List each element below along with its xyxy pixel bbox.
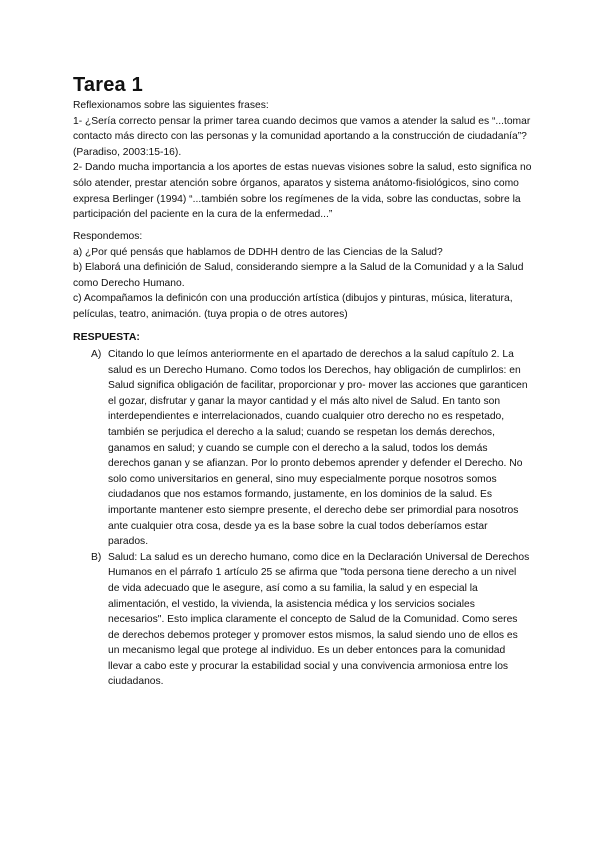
- answer-item-b: [91, 550, 530, 690]
- intro-question-1: 1- ¿Sería correcto pensar la primer tarea cuando decimos que vamos a atender la salud es “...tomar contacto más directo con las personas y la comunidad aportando a la construcción de ciudadanía”? (Paradiso, 2003:15-16).: [73, 115, 531, 158]
- answer-text: Citando lo que leímos anteriormente en el apartado de derechos a la salud capítulo 2. La salud es un Derecho Humano. Como todos los Derechos, hay obligación de cumplirlos: en Salud significa obligación de facilitar, proporcionar y pro- mover las acciones que garanticen el gozar, disfrutar y ganar la mayor cantidad y el más alto nivel de Salud. En tanto son interdependientes e interrelacionados, cuando cualquier otro derecho no es respetado, también se perjudica el derecho a la salud; cuando se respetan los demás derechos, ganamos en salud; y cuando se cumple con el derecho a la salud, todos los demás derechos ganan y se afianzan. Por lo pronto debemos aprender y defender el Derecho. No solo como universitarios en general, sino muy especialmente porque nosotros somos ciudadanos que nos estamos formando, justamente, en los dominios de la salud. Es importante mantener esto siempre presente, el derecho debe ser primordial para nosotros ante cualquier otra cosa, desde ya es la base sobre la cual todos deberíamos estar parados.: [108, 349, 528, 548]
- answer-heading: RESPUESTA:: [73, 331, 140, 343]
- page-title: Tarea 1: [73, 74, 143, 96]
- responds-heading: Respondemos:: [73, 231, 143, 242]
- answer-marker: A): [91, 349, 102, 360]
- intro-line: Reflexionamos sobre las siguientes frases:: [73, 100, 269, 111]
- intro-section: [73, 98, 533, 223]
- intro-question-2: 2- Dando mucha importancia a los aportes de estas nuevas visiones sobre la salud, esto significa no sólo atender, prestar atención sobre órganos, aparatos y sistema anátomo-fisiológicos, sino como expresa Berlinger (1994) “...también sobre los regímenes de la vida, sobre las conductas, sobre la participación del paciente en la cura de la enfermedad...”: [73, 162, 532, 221]
- responds-item-a: a) ¿Por qué pensás que hablamos de DDHH dentro de las Ciencias de la Salud?: [73, 246, 443, 258]
- responds-item-c: c) Acompañamos la definicón con una producción artística (dibujos y pinturas, música, literatura, películas, teatro, animación. (tuya propia o de otres autores): [73, 293, 513, 320]
- responds-section: [73, 229, 533, 323]
- responds-item-b: b) Elaborá una definición de Salud, considerando siempre a la Salud de la Comunidad y a la Salud como Derecho Humano.: [73, 262, 524, 289]
- answer-marker: B): [91, 551, 102, 563]
- answer-list: [91, 347, 530, 690]
- answer-item-a: [91, 347, 530, 550]
- answer-text: Salud: La salud es un derecho humano, como dice en la Declaración Universal de Derechos Humanos en el párrafo 1 artículo 25 se afirma que "toda persona tiene derecho a un nivel de vida adecuado que le asegure, así como a su familia, la salud y en especial la alimentación, el vestido, la vivienda, la asistencia médica y los servicios sociales necesarios". Esto implica claramente el concepto de Salud de la Comunidad. Como seres de derechos debemos proteger y promover estos mismos, la salud siendo uno de ellos es un mecanismo legal que protege al individuo. Es un deber entonces para la comunidad llevar a cabo este y procurar la estabilidad social y una convivencia armoniosa entre los ciudadanos.: [108, 551, 530, 688]
